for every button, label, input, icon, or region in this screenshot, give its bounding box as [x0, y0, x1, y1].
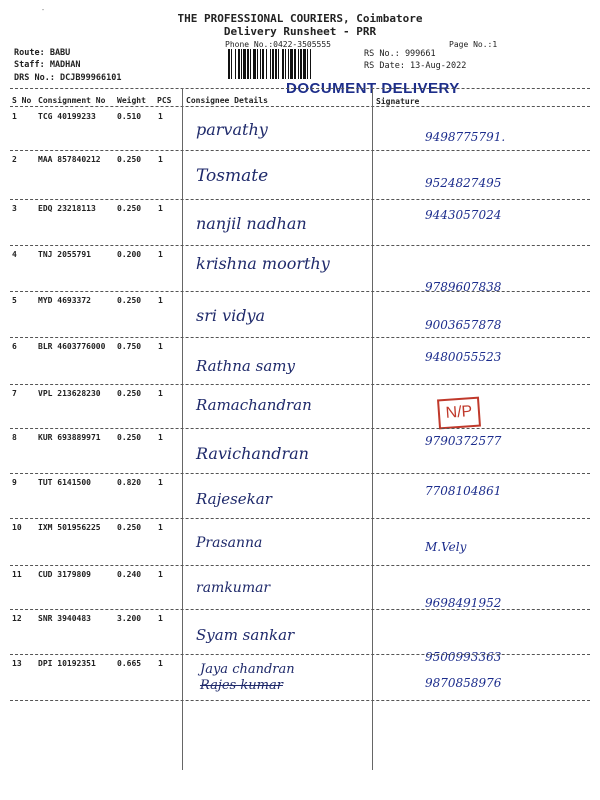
- column-header-sno: S No: [12, 96, 32, 105]
- barcode-image: [228, 49, 356, 79]
- barcode-bar: [294, 49, 296, 79]
- row-divider: [10, 473, 590, 474]
- barcode-bar: [307, 49, 308, 79]
- barcode-bar: [235, 49, 236, 79]
- row-serial-number: 10: [12, 523, 22, 532]
- row-consignee-handwritten: Prasanna: [196, 535, 263, 551]
- route-label: Route: BABU: [14, 48, 71, 58]
- barcode-bar: [285, 49, 286, 79]
- column-header-pcs: PCS: [157, 96, 172, 105]
- barcode-bar: [253, 49, 256, 79]
- row-divider: [10, 609, 590, 610]
- row-serial-number: 11: [12, 570, 22, 579]
- row-consignee-handwritten: Ravichandran: [196, 444, 309, 463]
- barcode-bar: [231, 49, 232, 79]
- rs-date: RS Date: 13-Aug-2022: [364, 61, 467, 71]
- row-pieces: 1: [158, 204, 163, 213]
- barcode-bar: [241, 49, 242, 79]
- staff-label: Staff: MADHAN: [14, 60, 81, 70]
- row-weight: 0.750: [117, 342, 142, 351]
- table-header-border: [10, 106, 590, 107]
- barcode-bar: [262, 49, 264, 79]
- row-signature: 9498775791.: [425, 130, 506, 144]
- row-consignment-number: KUR 693889971: [38, 433, 101, 442]
- barcode-bar: [228, 49, 230, 79]
- row-divider: [10, 150, 590, 151]
- row-consignee-handwritten: nanjil nadhan: [196, 214, 307, 233]
- row-weight: 0.250: [117, 523, 142, 532]
- row-weight: 0.510: [117, 112, 142, 121]
- row-signature: 9480055523: [425, 350, 502, 364]
- row-consignment-number: TUT 6141500: [38, 478, 91, 487]
- barcode-bar: [247, 49, 249, 79]
- row-consignment-number: EDQ 23218113: [38, 204, 96, 213]
- row-pieces: 1: [158, 250, 163, 259]
- barcode-bar: [282, 49, 284, 79]
- row-signature: 9789607838: [425, 280, 502, 294]
- row-pieces: 1: [158, 659, 163, 668]
- rs-number: RS No.: 999661: [364, 49, 436, 59]
- row-consignee-handwritten: Rathna samy: [196, 357, 295, 375]
- row-divider: [10, 518, 590, 519]
- row-consignee-struck: Rajes kumar: [200, 678, 283, 693]
- row-serial-number: 9: [12, 478, 17, 487]
- row-consignee-handwritten: ramkumar: [196, 580, 271, 596]
- drs-number: DRS No.: DCJB99966101: [14, 73, 122, 83]
- row-signature: 9443057024: [425, 208, 502, 222]
- row-serial-number: 1: [12, 112, 17, 121]
- row-divider: [10, 565, 590, 566]
- row-consignee-handwritten: Ramachandran: [196, 396, 312, 414]
- row-consignment-number: DPI 10192351: [38, 659, 96, 668]
- row-divider: [10, 700, 590, 701]
- document-delivery-stamp: DOCUMENT DELIVERY: [286, 80, 460, 97]
- row-signature: 9790372577: [425, 434, 502, 448]
- row-weight: 0.250: [117, 389, 142, 398]
- row-pieces: 1: [158, 570, 163, 579]
- row-consignee-handwritten: Jaya chandran: [200, 662, 295, 677]
- barcode-bar: [243, 49, 246, 79]
- row-pieces: 1: [158, 523, 163, 532]
- row-divider: [10, 199, 590, 200]
- row-signature-np-mark: N/P: [437, 397, 481, 430]
- row-serial-number: 7: [12, 389, 17, 398]
- row-serial-number: 13: [12, 659, 22, 668]
- barcode-bar: [300, 49, 302, 79]
- row-divider: [10, 245, 590, 246]
- column-header-consignee: Consignee Details: [186, 96, 268, 105]
- row-weight: 0.250: [117, 204, 142, 213]
- row-weight: 3.200: [117, 614, 142, 623]
- row-consignment-number: CUD 3179809: [38, 570, 91, 579]
- page-number: Page No.:1: [449, 40, 498, 49]
- row-consignee-handwritten: Syam sankar: [196, 626, 295, 644]
- row-pieces: 1: [158, 433, 163, 442]
- row-signature: 7708104861: [425, 484, 502, 498]
- row-serial-number: 8: [12, 433, 17, 442]
- row-weight: 0.240: [117, 570, 142, 579]
- row-serial-number: 6: [12, 342, 17, 351]
- row-pieces: 1: [158, 112, 163, 121]
- row-pieces: 1: [158, 155, 163, 164]
- row-divider: [10, 654, 590, 655]
- row-signature: 9003657878: [425, 318, 502, 332]
- row-consignment-number: VPL 213628230: [38, 389, 101, 398]
- runsheet-subtitle: Delivery Runsheet - PRR: [223, 25, 377, 38]
- column-header-weight: Weight: [117, 96, 146, 105]
- barcode-bar: [238, 49, 240, 79]
- row-weight: 0.665: [117, 659, 142, 668]
- barcode-bar: [275, 49, 277, 79]
- row-divider: [10, 384, 590, 385]
- row-consignee-handwritten: Rajesekar: [196, 490, 272, 508]
- row-consignment-number: BLR 4603776000: [38, 342, 106, 351]
- column-divider-signature: [372, 88, 373, 770]
- row-divider: [10, 337, 590, 338]
- row-signature: 9870858976: [425, 676, 502, 690]
- row-consignee-handwritten: sri vidya: [196, 306, 266, 325]
- row-consignee-handwritten: parvathy: [196, 120, 268, 139]
- row-signature: 9500993363: [425, 650, 502, 664]
- row-weight: 0.250: [117, 296, 142, 305]
- barcode-bar: [266, 49, 267, 79]
- barcode-bar: [278, 49, 279, 79]
- row-consignment-number: TCG 40199233: [38, 112, 96, 121]
- row-consignment-number: MAA 857840212: [38, 155, 101, 164]
- row-divider: [10, 428, 590, 429]
- row-weight: 0.250: [117, 433, 142, 442]
- row-weight: 0.250: [117, 155, 142, 164]
- barcode-bar: [272, 49, 274, 79]
- barcode-bar: [290, 49, 293, 79]
- barcode-bar: [270, 49, 271, 79]
- row-weight: 0.200: [117, 250, 142, 259]
- row-serial-number: 4: [12, 250, 17, 259]
- row-pieces: 1: [158, 478, 163, 487]
- row-pieces: 1: [158, 296, 163, 305]
- row-pieces: 1: [158, 614, 163, 623]
- phone-number: Phone No.:0422-3505555: [225, 40, 331, 49]
- barcode-bar: [260, 49, 261, 79]
- column-header-consignment: Consignment No: [38, 96, 106, 105]
- row-consignment-number: TNJ 2055791: [38, 250, 91, 259]
- barcode-bar: [298, 49, 299, 79]
- row-serial-number: 2: [12, 155, 17, 164]
- row-weight: 0.820: [117, 478, 142, 487]
- table-top-border: [10, 88, 590, 89]
- row-consignment-number: SNR 3940483: [38, 614, 91, 623]
- column-divider-consignee: [182, 88, 183, 770]
- barcode-bar: [250, 49, 251, 79]
- company-title: THE PROFESSIONAL COURIERS, Coimbatore: [177, 12, 423, 25]
- barcode-bar: [257, 49, 258, 79]
- barcode-bar: [303, 49, 306, 79]
- row-consignee-handwritten: krishna moorthy: [196, 254, 330, 273]
- barcode-bar: [310, 49, 311, 79]
- row-signature: 9524827495: [425, 176, 502, 190]
- barcode-bar: [288, 49, 289, 79]
- row-pieces: 1: [158, 389, 163, 398]
- row-divider: [10, 291, 590, 292]
- column-header-signature: Signature: [376, 97, 420, 106]
- row-serial-number: 12: [12, 614, 22, 623]
- row-consignment-number: MYD 4693372: [38, 296, 91, 305]
- row-consignment-number: IXM 501956225: [38, 523, 101, 532]
- row-serial-number: 5: [12, 296, 17, 305]
- row-pieces: 1: [158, 342, 163, 351]
- scan-artifact: ˑ: [40, 6, 47, 17]
- row-signature: 9698491952: [425, 596, 502, 610]
- row-signature: M.Vely: [425, 540, 467, 554]
- row-serial-number: 3: [12, 204, 17, 213]
- row-consignee-handwritten: Tosmate: [196, 166, 269, 186]
